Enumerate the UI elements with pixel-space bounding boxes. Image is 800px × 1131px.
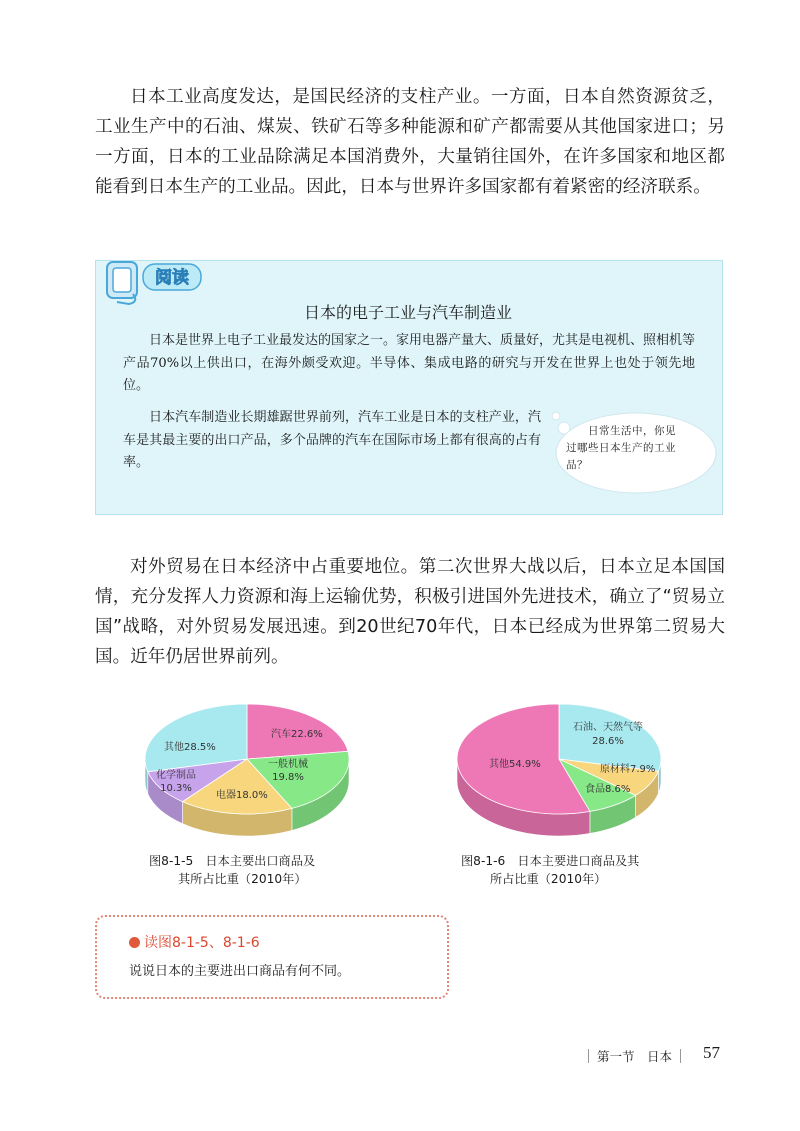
import-label-other: 其他54.9% xyxy=(489,759,541,770)
export-label-car: 汽车22.6% xyxy=(271,729,323,740)
page-number: 57 xyxy=(703,1043,720,1062)
trade-paragraph: 对外贸易在日本经济中占重要地位。第二次世界大战以后，日本立足本国国情，充分发挥人力资源和海上运输优势，积极引进国外先进技术，确立了“贸易立国”战略，对外贸易发展迅速。到20世纪70年代，日本已经成为世界第二贸易大国。近年仍居世界前列。 xyxy=(95,557,725,667)
export-chart-caption xyxy=(149,852,369,888)
activity-title-text: 读图8-1-5、8-1-6 xyxy=(144,935,260,951)
footer-section-label: 第一节 日本 xyxy=(597,1049,673,1064)
import-pie-chart xyxy=(452,697,667,842)
export-label-other: 其他28.5% xyxy=(164,742,216,753)
import-caption-line2: 所占比重（2010年） xyxy=(490,872,607,886)
export-label-electric: 电器18.0% xyxy=(216,790,268,801)
book-icon xyxy=(107,262,137,304)
activity-icon xyxy=(129,937,140,948)
thought-bubble-text: 日常生活中，你见过哪些日本生产的工业品？ xyxy=(566,425,676,471)
import-label-oil-name: 石油、天然气等 xyxy=(573,722,643,733)
intro-paragraph: 日本工业高度发达，是国民经济的支柱产业。一方面，日本自然资源贫乏，工业生产中的石油、煤炭、铁矿石等多种能源和矿产都需要从其他国家进口；另一方面，日本的工业品除满足本国消费外，大量销往国外，在许多国家和地区都能看到日本生产的工业品。因此，日本与世界许多国家都有着紧密的经济联系。 xyxy=(95,87,725,197)
export-label-machinery-name: 一般机械 xyxy=(268,759,308,770)
activity-question: 说说日本的主要进出口商品有何不同。 xyxy=(129,964,351,979)
export-caption-line2: 其所占比重（2010年） xyxy=(178,872,307,886)
activity-title xyxy=(129,932,260,952)
import-label-oil-value: 28.6% xyxy=(592,736,624,747)
export-label-machinery-value: 19.8% xyxy=(272,772,304,783)
export-pie-chart xyxy=(140,697,355,842)
reading-paragraph-electronics: 日本是世界上电子工业最发达的国家之一。家用电器产量大、质量好，尤其是电视机、照相机等产品70%以上供出口，在海外颇受欢迎。半导体、集成电路的研究与开发在世界上也处于领先地位。 xyxy=(123,333,696,393)
export-label-chemical-name: 化学制品 xyxy=(156,770,196,781)
import-caption-line1: 图8-1-6 日本主要进口商品及其 xyxy=(461,854,640,868)
import-label-food: 食品8.6% xyxy=(585,784,631,795)
footer-section xyxy=(580,1046,689,1068)
reading-paragraph-automobile: 日本汽车制造业长期雄踞世界前列，汽车工业是日本的支柱产业，汽车是其最主要的出口产品，多个品牌的汽车在国际市场上都有很高的占有率。 xyxy=(123,410,541,470)
reading-title: 日本的电子工业与汽车制造业 xyxy=(303,303,512,322)
export-caption-line1: 图8-1-5 日本主要出口商品及 xyxy=(149,854,316,868)
import-label-raw: 原材料7.9% xyxy=(600,764,656,775)
activity-box xyxy=(95,915,449,999)
import-chart-caption xyxy=(461,852,681,888)
export-label-chemical-value: 10.3% xyxy=(160,783,192,794)
reading-tag-label: 阅读 xyxy=(155,268,189,288)
